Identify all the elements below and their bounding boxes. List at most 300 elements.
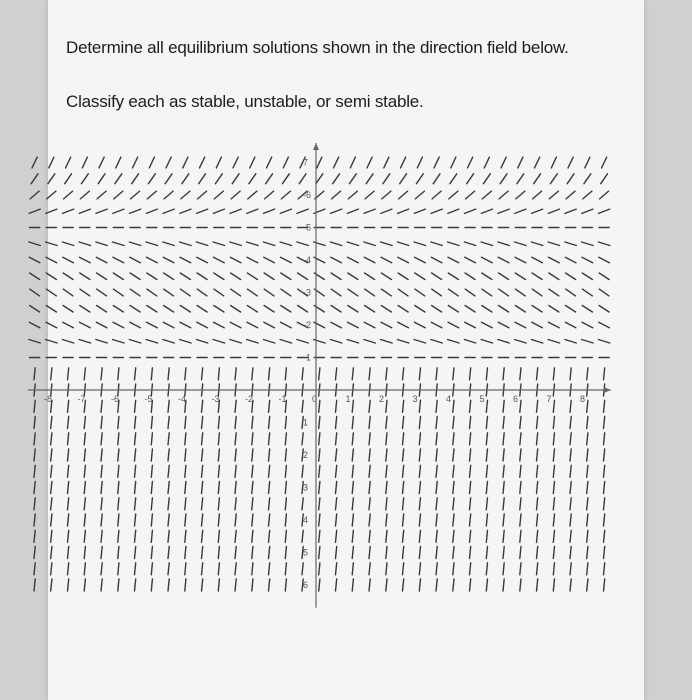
slope-segment (319, 498, 320, 510)
slope-segment (34, 433, 35, 445)
slope-segment (302, 563, 303, 575)
slope-segment (537, 368, 538, 380)
slope-segment (51, 498, 52, 510)
slope-segment (30, 306, 40, 313)
slope-segment (146, 340, 158, 344)
slope-segment (399, 191, 408, 199)
slope-segment (381, 209, 392, 213)
slope-segment (347, 242, 359, 246)
slope-segment (515, 322, 526, 328)
slope-segment (352, 547, 353, 559)
slope-segment (197, 273, 207, 280)
slope-segment (352, 368, 353, 380)
y-tick-label: -3 (303, 287, 312, 298)
slope-segment (215, 174, 222, 184)
slope-segment (352, 530, 353, 542)
slope-segment (235, 465, 236, 477)
slope-segment (66, 157, 71, 168)
slope-segment (63, 273, 73, 280)
slope-segment (84, 465, 85, 477)
slope-segment (135, 465, 136, 477)
slope-segment (118, 482, 119, 494)
slope-segment (352, 433, 353, 445)
slope-segment (47, 191, 56, 199)
slope-segment (518, 157, 523, 168)
slope-segment (218, 482, 219, 494)
slope-segment (235, 563, 236, 575)
slope-segment (520, 417, 521, 429)
slope-segment (565, 257, 576, 263)
slope-segment (520, 400, 521, 412)
slope-segment (470, 547, 471, 559)
slope-segment (183, 157, 188, 168)
x-tick-label: -7 (77, 394, 86, 404)
slope-segment (369, 498, 370, 510)
slope-segment (503, 579, 504, 591)
slope-segment (403, 417, 404, 429)
slope-segment (298, 306, 308, 313)
slope-segment (486, 449, 487, 461)
slope-segment (369, 530, 370, 542)
slope-segment (317, 157, 322, 168)
slope-segment (369, 563, 370, 575)
slope-segment (397, 242, 408, 246)
slope-segment (386, 465, 387, 477)
x-tick-label: 5 (479, 394, 485, 404)
slope-segment (566, 289, 576, 296)
slope-segment (68, 465, 69, 477)
slope-segment (51, 433, 52, 445)
slope-segment (163, 257, 174, 263)
slope-segment (347, 209, 358, 213)
slope-segment (96, 340, 107, 344)
slope-segment (498, 340, 509, 344)
slope-segment (185, 498, 186, 510)
slope-segment (587, 465, 588, 477)
slope-segment (180, 209, 191, 213)
slope-segment (197, 257, 208, 263)
slope-segment (570, 368, 571, 380)
slope-segment (486, 417, 487, 429)
y-tick-label: 6 (303, 580, 309, 590)
slope-segment (386, 498, 387, 510)
slope-segment (51, 530, 52, 542)
slope-segment (419, 449, 420, 461)
slope-segment (68, 563, 69, 575)
slope-segment (34, 498, 35, 510)
slope-segment (281, 322, 292, 328)
slope-segment (147, 273, 157, 280)
slope-segment (448, 340, 460, 344)
slope-segment (599, 322, 610, 328)
slope-segment (252, 579, 253, 591)
slope-segment (264, 257, 275, 263)
slope-segment (168, 417, 169, 429)
slope-segment (599, 209, 610, 213)
slope-segment (520, 530, 521, 542)
slope-segment (319, 482, 320, 494)
slope-segment (364, 257, 375, 263)
slope-segment (168, 449, 169, 461)
slope-segment (280, 340, 292, 344)
slope-segment (568, 157, 573, 168)
slope-segment (247, 257, 258, 263)
slope-segment (582, 273, 592, 280)
slope-segment (68, 400, 69, 412)
slope-segment (587, 514, 588, 526)
slope-segment (369, 465, 370, 477)
slope-segment (68, 449, 69, 461)
slope-segment (230, 257, 241, 263)
x-tick-label: -3 (211, 394, 220, 404)
slope-segment (163, 322, 174, 328)
slope-segment (482, 289, 492, 296)
slope-segment (348, 273, 358, 280)
slope-segment (331, 289, 341, 296)
slope-segment (197, 289, 207, 296)
slope-segment (116, 157, 121, 168)
slope-segment (168, 579, 169, 591)
slope-segment (135, 417, 136, 429)
slope-segment (386, 417, 387, 429)
slope-segment (549, 322, 560, 328)
slope-segment (235, 368, 236, 380)
slope-segment (113, 242, 125, 246)
slope-segment (419, 465, 420, 477)
slope-segment (369, 514, 370, 526)
slope-segment (331, 257, 342, 263)
slope-segment (84, 433, 85, 445)
slope-segment (553, 530, 554, 542)
slope-segment (101, 417, 102, 429)
slope-segment (532, 322, 543, 328)
slope-segment (516, 191, 525, 199)
slope-segment (282, 174, 289, 184)
slope-segment (566, 191, 575, 199)
slope-segment (218, 563, 219, 575)
slope-segment (486, 563, 487, 575)
slope-segment (113, 322, 124, 328)
slope-segment (499, 306, 509, 313)
slope-segment (582, 242, 594, 246)
slope-segment (264, 306, 274, 313)
slope-segment (535, 157, 540, 168)
slope-segment (470, 514, 471, 526)
slope-segment (520, 368, 521, 380)
slope-segment (470, 563, 471, 575)
slope-segment (64, 191, 73, 199)
slope-segment (453, 579, 454, 591)
slope-segment (235, 547, 236, 559)
x-tick-label: -2 (245, 394, 254, 404)
slope-segment (118, 498, 119, 510)
slope-segment (431, 209, 442, 213)
slope-segment (604, 530, 605, 542)
slope-segment (436, 563, 437, 575)
slope-segment (501, 157, 506, 168)
slope-segment (548, 209, 559, 213)
slope-segment (196, 340, 207, 344)
slope-segment (68, 482, 69, 494)
slope-segment (398, 209, 409, 213)
slope-segment (550, 174, 557, 184)
slope-segment (214, 322, 225, 328)
slope-segment (269, 498, 270, 510)
slope-segment (336, 563, 337, 575)
slope-segment (185, 449, 186, 461)
slope-segment (118, 465, 119, 477)
slope-segment (214, 191, 223, 199)
slope-segment (330, 242, 341, 246)
slope-segment (51, 368, 52, 380)
slope-segment (570, 433, 571, 445)
slope-segment (84, 563, 85, 575)
x-tick-label: 6 (513, 394, 519, 404)
slope-segment (63, 257, 74, 263)
slope-segment (130, 257, 141, 263)
slope-segment (319, 465, 320, 477)
slope-segment (297, 209, 308, 213)
slope-segment (283, 157, 288, 168)
slope-segment (168, 433, 169, 445)
slope-segment (165, 174, 172, 184)
slope-segment (403, 498, 404, 510)
slope-segment (369, 368, 370, 380)
slope-segment (515, 289, 525, 296)
slope-segment (80, 322, 91, 328)
worksheet-page (44, 0, 644, 700)
slope-segment (230, 340, 241, 344)
slope-segment (386, 547, 387, 559)
slope-segment (352, 579, 353, 591)
slope-segment (135, 514, 136, 526)
slope-segment (503, 514, 504, 526)
slope-segment (252, 368, 253, 380)
slope-segment (80, 191, 89, 199)
slope-segment (118, 563, 119, 575)
slope-segment (398, 273, 408, 280)
slope-segment (218, 368, 219, 380)
slope-segment (101, 547, 102, 559)
slope-segment (352, 514, 353, 526)
slope-segment (79, 209, 90, 213)
slope-segment (448, 289, 458, 296)
slope-segment (182, 174, 189, 184)
slope-segment (101, 368, 102, 380)
slope-segment (34, 514, 35, 526)
slope-segment (537, 433, 538, 445)
slope-segment (202, 465, 203, 477)
slope-segment (168, 465, 169, 477)
slope-segment (218, 498, 219, 510)
slope-segment (118, 449, 119, 461)
slope-segment (84, 530, 85, 542)
slope-segment (252, 547, 253, 559)
slope-segment (448, 322, 459, 328)
slope-segment (34, 417, 35, 429)
slope-segment (113, 257, 124, 263)
slope-segment (46, 242, 58, 246)
x-tick-label: 2 (379, 394, 385, 404)
y-tick-label: 4 (303, 515, 309, 525)
slope-segment (336, 449, 337, 461)
slope-segment (415, 257, 426, 263)
slope-segment (168, 563, 169, 575)
slope-segment (151, 530, 152, 542)
slope-segment (34, 579, 35, 591)
slope-segment (599, 289, 609, 296)
slope-segment (135, 433, 136, 445)
slope-segment (520, 579, 521, 591)
slope-segment (68, 368, 69, 380)
slope-segment (285, 514, 286, 526)
slope-segment (97, 289, 107, 296)
slope-segment (250, 157, 255, 168)
slope-segment (515, 209, 526, 213)
slope-segment (553, 579, 554, 591)
slope-segment (130, 209, 141, 213)
slope-segment (532, 273, 542, 280)
slope-segment (453, 514, 454, 526)
slope-segment (486, 433, 487, 445)
slope-segment (235, 400, 236, 412)
slope-segment (587, 400, 588, 412)
slope-segment (180, 340, 192, 344)
slope-segment (553, 465, 554, 477)
slope-segment (202, 530, 203, 542)
slope-segment (570, 465, 571, 477)
slope-segment (151, 433, 152, 445)
slope-segment (481, 242, 493, 246)
slope-segment (601, 174, 608, 184)
slope-segment (285, 368, 286, 380)
slope-segment (185, 530, 186, 542)
slope-segment (84, 449, 85, 461)
slope-segment (520, 514, 521, 526)
slope-segment (348, 322, 359, 328)
slope-segment (181, 191, 190, 199)
slope-segment (582, 209, 593, 213)
slope-segment (417, 157, 422, 168)
slope-segment (398, 306, 408, 313)
slope-segment (386, 563, 387, 575)
slope-segment (316, 174, 323, 184)
slope-segment (433, 174, 440, 184)
slope-segment (147, 191, 156, 199)
slope-segment (583, 191, 592, 199)
slope-segment (51, 547, 52, 559)
slope-segment (163, 242, 174, 246)
slope-segment (135, 482, 136, 494)
slope-segment (197, 322, 208, 328)
slope-segment (99, 157, 104, 168)
slope-segment (465, 209, 476, 213)
slope-segment (285, 449, 286, 461)
slope-segment (548, 242, 560, 246)
slope-segment (453, 465, 454, 477)
x-tick-label: 8 (580, 394, 586, 404)
direction-field-chart (44, 120, 644, 650)
slope-segment (264, 209, 275, 213)
slope-segment (51, 417, 52, 429)
slope-segment (269, 449, 270, 461)
slope-segment (101, 579, 102, 591)
slope-segment (599, 257, 610, 263)
slope-segment (180, 242, 192, 246)
slope-segment (113, 306, 123, 313)
slope-segment (364, 322, 375, 328)
slope-segment (553, 563, 554, 575)
slope-segment (352, 465, 353, 477)
slope-segment (549, 273, 559, 280)
x-tick-label: 7 (546, 394, 552, 404)
slope-segment (29, 257, 40, 263)
slope-segment (604, 563, 605, 575)
slope-segment (185, 433, 186, 445)
slope-segment (65, 174, 72, 184)
slope-segment (486, 368, 487, 380)
slope-segment (263, 242, 274, 246)
slope-segment (202, 547, 203, 559)
slope-segment (587, 547, 588, 559)
slope-segment (364, 209, 375, 213)
slope-segment (314, 340, 326, 344)
slope-segment (503, 530, 504, 542)
slope-segment (202, 514, 203, 526)
slope-segment (486, 498, 487, 510)
slope-segment (231, 289, 241, 296)
slope-segment (46, 273, 56, 280)
slope-segment (252, 417, 253, 429)
slope-segment (299, 174, 306, 184)
slope-segment (432, 191, 441, 199)
slope-segment (486, 514, 487, 526)
slope-segment (500, 174, 507, 184)
slope-segment (453, 563, 454, 575)
slope-segment (151, 368, 152, 380)
slope-segment (414, 209, 425, 213)
slope-segment (566, 306, 576, 313)
slope-segment (147, 322, 158, 328)
slope-segment (267, 157, 272, 168)
slope-segment (386, 530, 387, 542)
slope-segment (436, 433, 437, 445)
slope-segment (331, 306, 341, 313)
slope-segment (80, 273, 90, 280)
slope-segment (332, 191, 341, 199)
slope-segment (336, 514, 337, 526)
slope-segment (570, 449, 571, 461)
slope-segment (285, 498, 286, 510)
slope-segment (230, 209, 241, 213)
slope-segment (202, 498, 203, 510)
slope-segment (79, 242, 91, 246)
slope-segment (319, 417, 320, 429)
slope-segment (319, 433, 320, 445)
slope-segment (285, 547, 286, 559)
slope-segment (567, 174, 574, 184)
slope-segment (381, 289, 391, 296)
slope-segment (604, 417, 605, 429)
slope-segment (419, 482, 420, 494)
slope-segment (431, 242, 442, 246)
slope-segment (517, 174, 524, 184)
slope-segment (233, 157, 238, 168)
slope-segment (84, 482, 85, 494)
slope-segment (436, 579, 437, 591)
slope-segment (431, 340, 442, 344)
y-tick-label: -4 (303, 255, 312, 265)
